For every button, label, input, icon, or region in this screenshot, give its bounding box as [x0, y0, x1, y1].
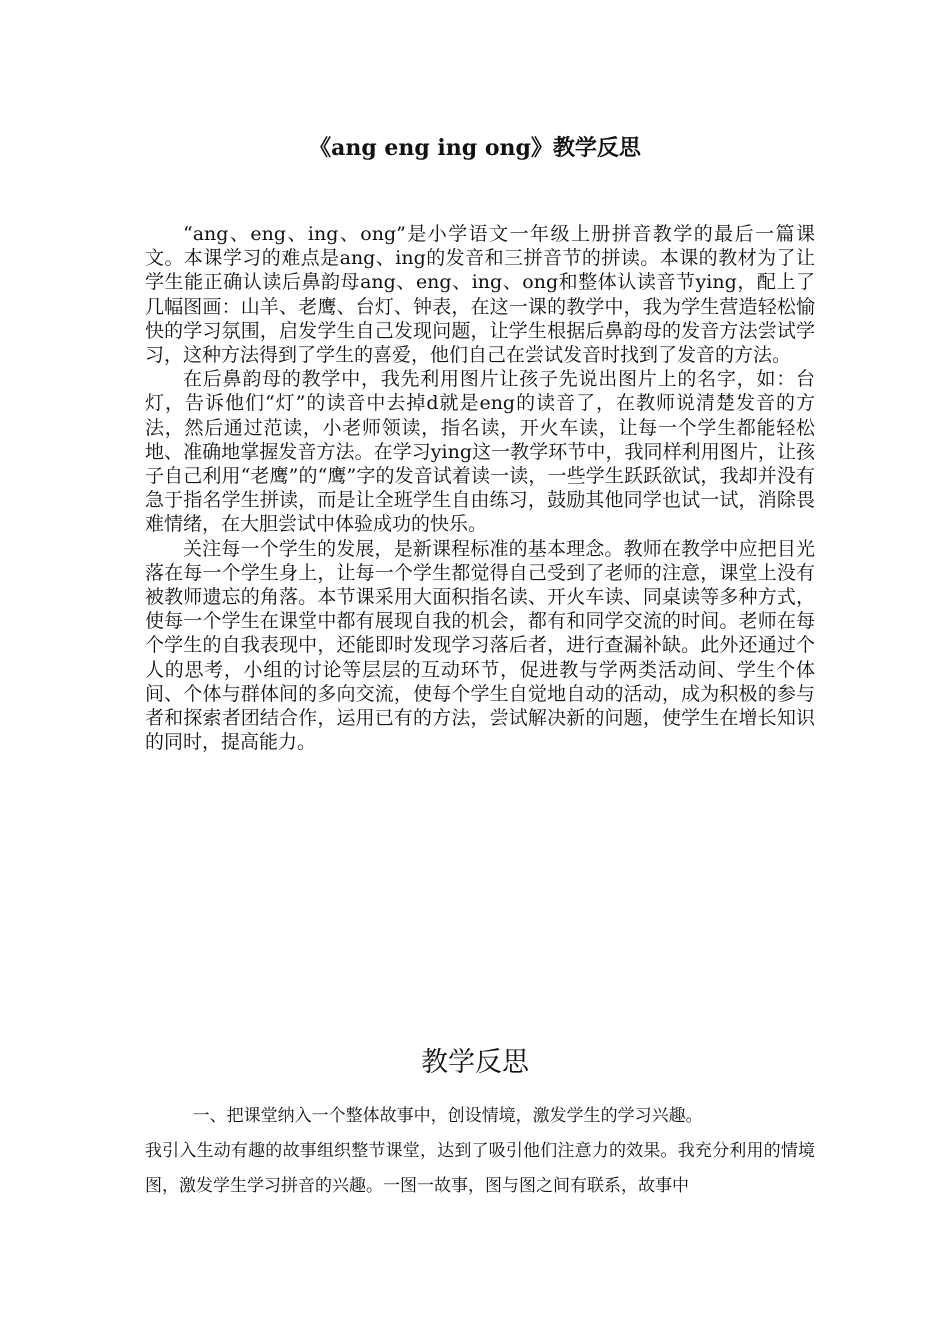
section-body	[145, 1099, 815, 1204]
document-title: 《ang eng ing ong》教学反思	[309, 135, 641, 161]
document-body	[145, 222, 815, 754]
section-point-1: 一、把课堂纳入一个整体故事中，创设情境，激发学生的学习兴趣。	[192, 1106, 703, 1126]
section-paragraph: 我引入生动有趣的故事组织整节课堂，达到了吸引他们注意力的效果。我充分利用的情境图，激发学生学习拼音的兴趣。一图一故事，图与图之间有联系，故事中	[145, 1141, 815, 1196]
paragraph-3: 关注每一个学生的发展，是新课程标准的基本理念。教师在教学中应把目光落在每一个学生身上，让每一个学生都觉得自己受到了老师的注意，课堂上没有被教师遗忘的角落。本节课采用大面积指名读、开火车读、同桌读等多种方式，使每一个学生在课堂中都有展现自我的机会，都有和同学交流的时间。老师在每个学生的自我表现中，还能即时发现学习落后者，进行查漏补缺。此外还通过个人的思考，小组的讨论等层层的互动环节，促进教与学两类活动间、学生个体间、个体与群体间的多向交流，使每个学生自觉地自动的活动，成为积极的参与者和探索者团结合作，运用已有的方法，尝试解决新的问题，使学生在增长知识的同时，提高能力。	[145, 537, 815, 754]
paragraph-1: “ang、eng、ing、ong”是小学语文一年级上册拼音教学的最后一篇课文。本课学习的难点是ang、ing的发音和三拼音节的拼读。本课的教材为了让学生能正确认读后鼻韵母ang、eng、ing、ong和整体认读音节ying，配上了几幅图画：山羊、老鹰、台灯、钟表，在这一课的教学中，我为学生营造轻松愉快的学习氛围，启发学生自己发现问题，让学生根据后鼻韵母的发音方法尝试学习，这种方法得到了学生的喜爱，他们自己在尝试发音时找到了发音的方法。	[145, 223, 815, 367]
paragraph-2: 在后鼻韵母的教学中，我先利用图片让孩子先说出图片上的名字，如：台灯，告诉他们“灯”的读音中去掉d就是eng的读音了，在教师说清楚发音的方法，然后通过范读，小老师领读，指名读，开火车读，让每一个学生都能轻松地、准确地掌握发音方法。在学习ying这一教学环节中，我同样利用图片，让孩子自己利用“老鹰”的“鹰”字的发音试着读一读，一些学生跃跃欲试，我却并没有急于指名学生拼读，而是让全班学生自由练习，鼓励其他同学也试一试，消除畏难情绪，在大胆尝试中体验成功的快乐。	[145, 368, 815, 536]
section-title: 教学反思	[421, 1047, 529, 1078]
